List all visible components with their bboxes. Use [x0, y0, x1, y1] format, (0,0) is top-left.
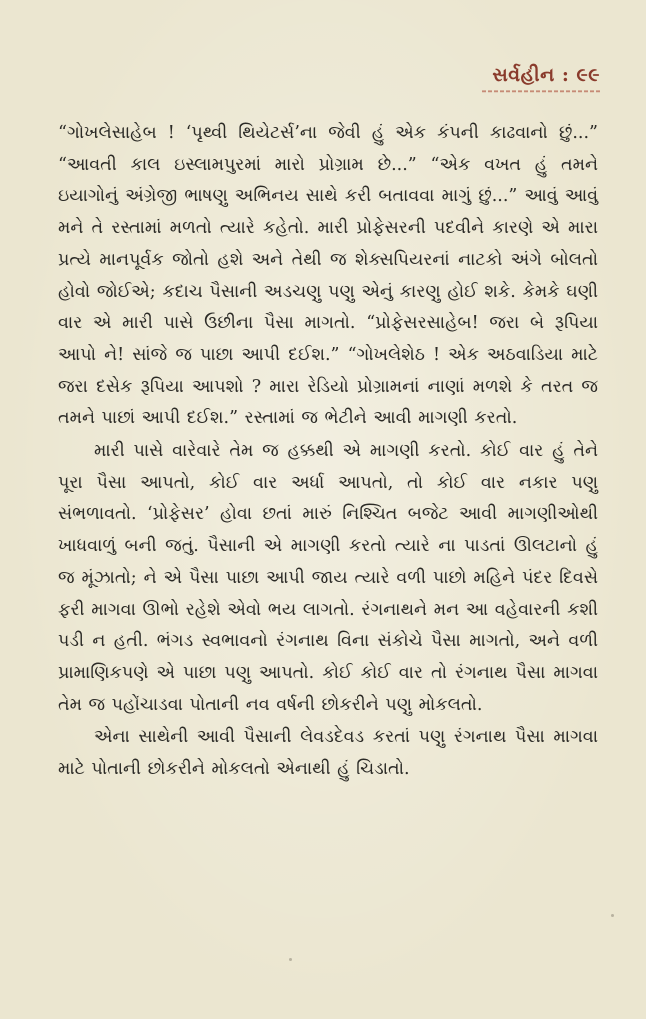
running-head: સર્વહીન : ૯૯	[492, 64, 600, 86]
paragraph-3: એના સાથેની આવી પૈસાની લેવડદેવડ કરતાં પણુ રંગનાથ પૈસા માગવા માટે પોતાની છોકરીને મોકલતો એનાથી હું ચિડાતો.	[58, 727, 598, 780]
header-decorative-rule	[482, 88, 600, 94]
paper-speck	[289, 958, 292, 961]
paragraph-2: મારી પાસે વારેવારે તેમ જ હક્કથી એ માગણી કરતો. કોઈ વાર હું તેને પૂરા પૈસા આપતો, કોઈ વાર અર્ધા આપતો, તો કોઈ વાર નકાર પણુ સંભળાવતો. ‘પ્રોફેસર’ હોવા છતાં મારું નિશ્ચિત બજેટ આવી માગણીઓથી ખાધવાળું બની જતું. પૈસાની એ માગણી કરતો ત્યારે ના પાડતાં ઊલટાનો હું જ મૂંઝાતો; ને એ પૈસા પાછા આપી જાય ત્યારે વળી પાછો મહિને પંદર દિવસે ફરી માગવા ઊભો રહેશે એવો ભય લાગતો. રંગનાથને મન આ વહેવારની કશી પડી ન હતી. ભંગડ સ્વભાવનો રંગનાથ વિના સંકોચે પૈસા માગતો, અને વળી પ્રામાણિકપણે એ પાછા પણુ આપતો. કોઈ કોઈ વાર તો રંગનાથ પૈસા માગવા તેમ જ પહોંચાડવા પોતાની નવ વર્ષની છોકરીને પણુ મોકલતો.	[58, 441, 598, 715]
paper-speck	[611, 914, 614, 917]
page-header	[482, 64, 600, 94]
paragraph-1: “ગોખલેસાહેબ ! ‘પૃથ્વી થિયેટર્સ’ના જેવી હું એક કંપની કાઢવાનો છું...” “આવતી કાલ ઇસ્લામપુરમાં મારો પ્રોગ્રામ છે...” “એક વખત હું તમને ઇયાગોનું અંગ્રેજી ભાષણુ અભિનય સાથે કરી બતાવવા માગું છું...” આવું આવું મને તે રસ્તામાં મળતો ત્યારે કહેતો. મારી પ્રોફેસરની પદવીને કારણે એ મારા પ્રત્યે માનપૂર્વક જોતો હશે અને તેથી જ શેક્સપિયરનાં નાટકો અંગે બોલતો હોવો જોઈએ; કદાચ પૈસાની અડચણુ પણુ એનું કારણુ હોઈ શકે. કેમકે ઘણી વાર એ મારી પાસે ઉછીના પૈસા માગતો. “પ્રોફેસરસાહેબ! જરા બે રૂપિયા આપો ને! સાંજે જ પાછા આપી દઈશ.” “ગોખલેશેઠ ! એક અઠવાડિયા માટે જરા દસેક રૂપિયા આપશો ? મારા રેડિયો પ્રોગ્રામનાં નાણાં મળશે કે તરત જ તમને પાછાં આપી દઈશ.” રસ્તામાં જ ભેટીને આવી માગણી કરતો.	[58, 123, 598, 429]
body-text	[58, 118, 598, 786]
